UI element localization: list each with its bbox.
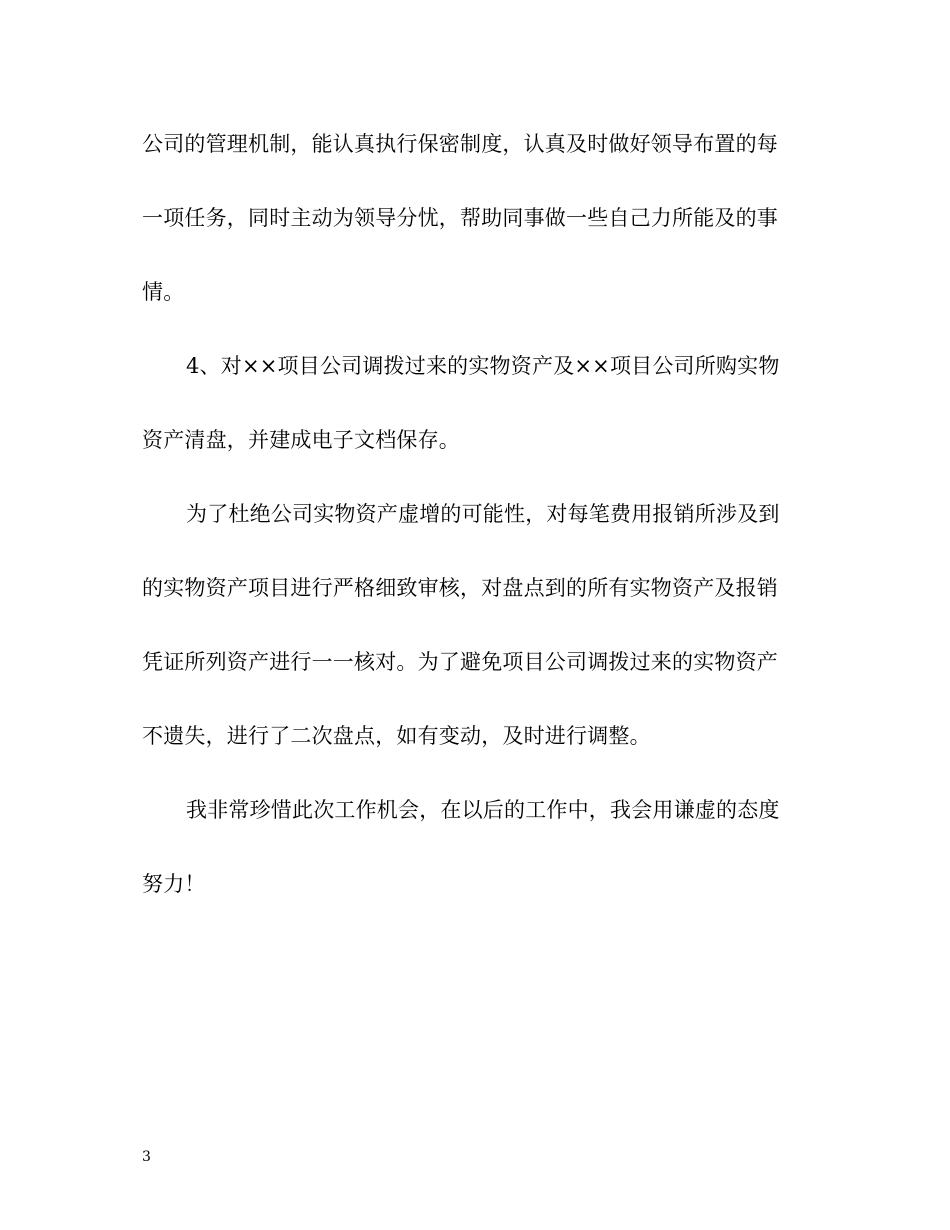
text-line: 我非常珍惜此次工作机会，在以后的工作中，我会用谦虚的态度 — [186, 798, 780, 822]
page-number: 3 — [142, 1149, 151, 1165]
text-line: 公司的管理机制，能认真执行保密制度，认真及时做好领导布置的每 — [142, 132, 778, 156]
text-line: 一项任务，同时主动为领导分忧，帮助同事做一些自己力所能及的事 — [142, 206, 778, 230]
text-line: 4、对××项目公司调拨过来的实物资产及××项目公司所购实物 — [186, 354, 780, 378]
text-line: 资产清盘，并建成电子文档保存。 — [142, 428, 460, 452]
text-line: 的实物资产项目进行严格细致审核，对盘点到的所有实物资产及报销 — [142, 576, 778, 600]
text-line: 为了杜绝公司实物资产虚增的可能性，对每笔费用报销所涉及到 — [186, 502, 780, 526]
text-line: 不遗失，进行了二次盘点，如有变动，及时进行调整。 — [142, 724, 651, 748]
body-text — [142, 126, 812, 940]
text-line: 努力！ — [142, 872, 206, 896]
text-line: 情。 — [142, 280, 185, 304]
text-line: 凭证所列资产进行一一核对。为了避免项目公司调拨过来的实物资产 — [142, 650, 778, 674]
